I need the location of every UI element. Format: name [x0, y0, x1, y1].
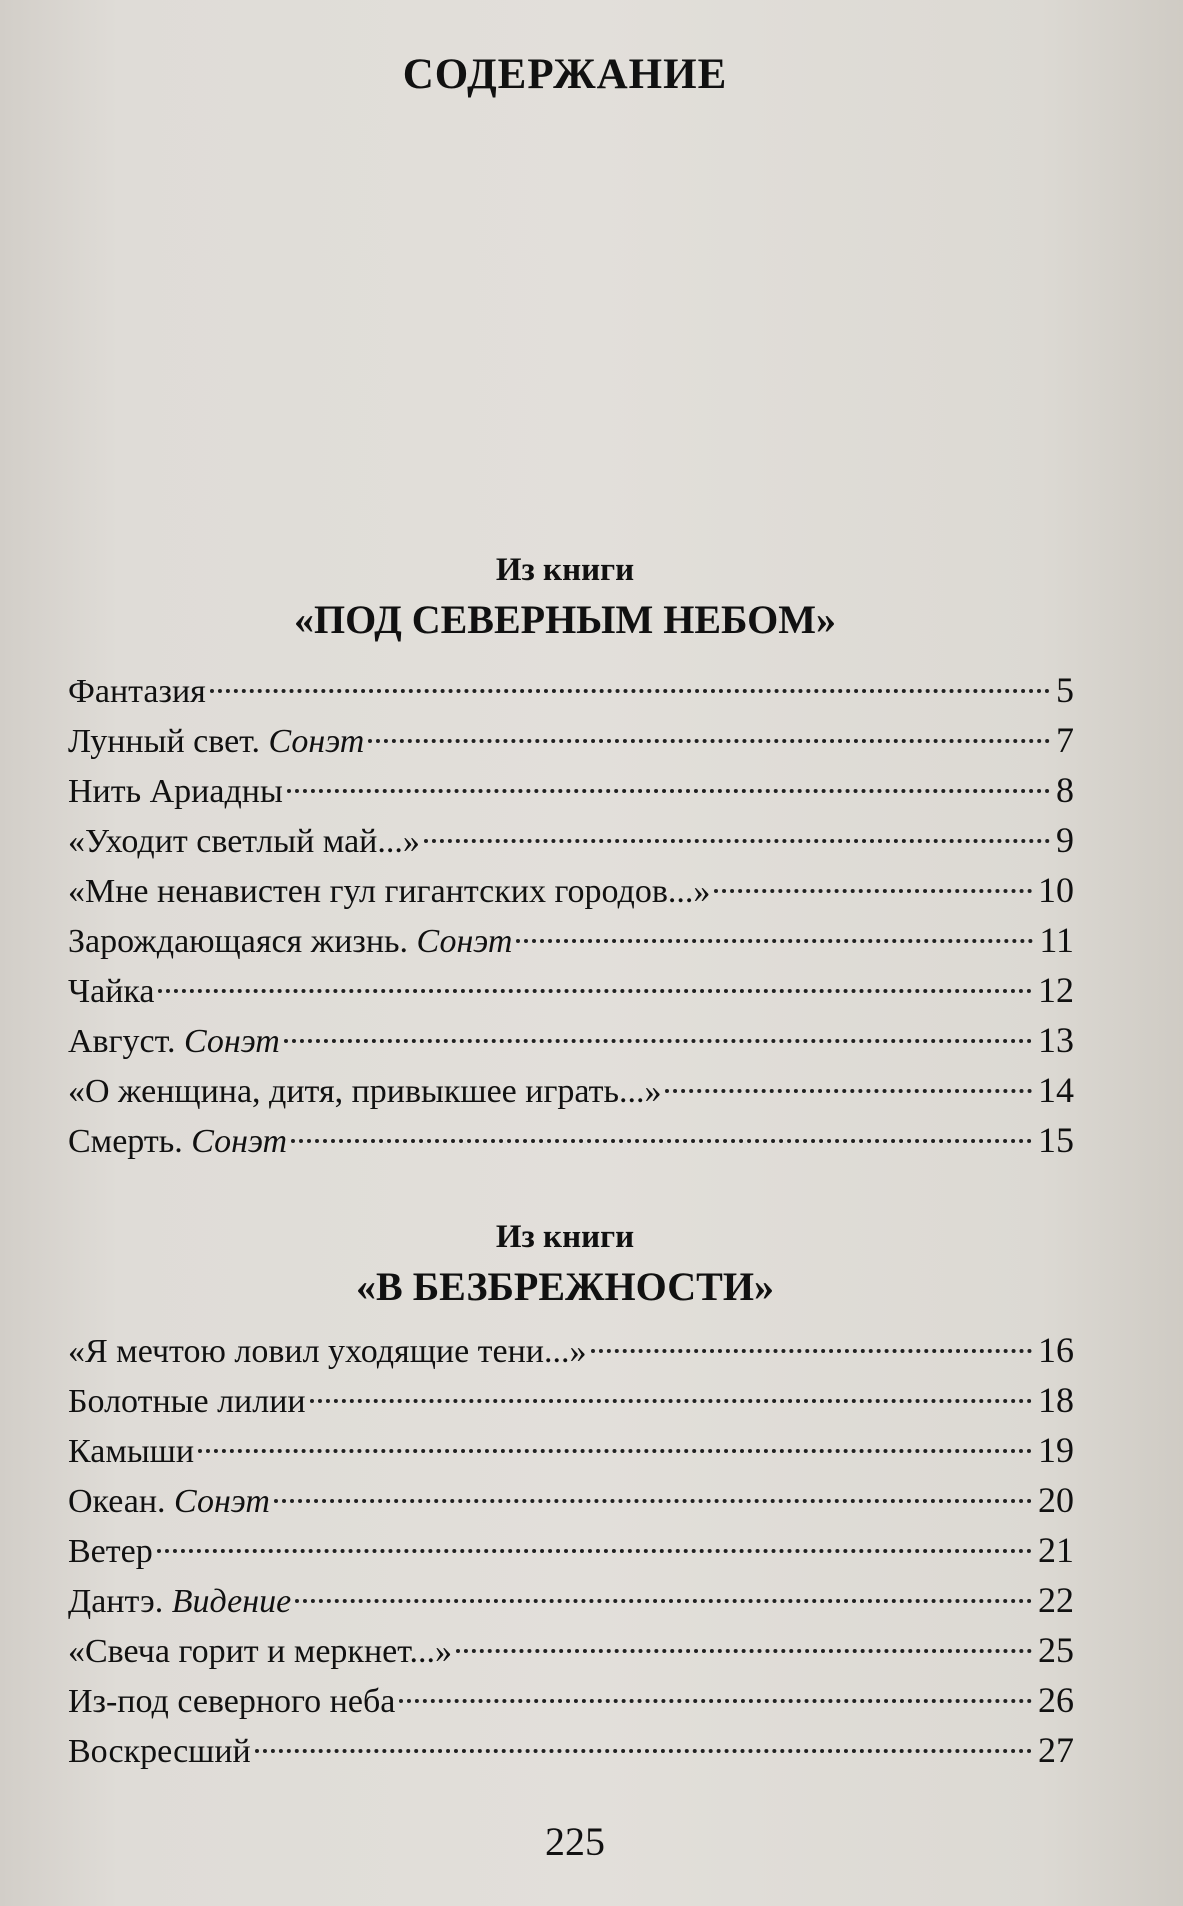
toc-entry-text: [68, 1427, 194, 1477]
toc-entry-title: Камыши: [68, 1433, 195, 1470]
toc-entry: [68, 1065, 1074, 1115]
page-number: 225: [545, 1819, 605, 1864]
toc-page-number: 13: [1038, 1020, 1074, 1060]
toc-entry: [68, 1475, 1074, 1525]
toc-entry-title: Зарождающаяся жизнь.: [68, 923, 417, 960]
section-book-title: «ПОД СЕВЕРНЫМ НЕБОМ»: [293, 597, 837, 642]
dot-leader: [399, 1699, 1032, 1703]
toc-page-number: 20: [1038, 1480, 1074, 1520]
toc-page-number: 21: [1038, 1530, 1074, 1570]
toc-entry-genre: Сонэт: [268, 723, 365, 760]
toc-entry-title: Чайка: [68, 973, 155, 1010]
toc-entry: [68, 965, 1074, 1015]
toc-page-number: 12: [1038, 970, 1074, 1010]
toc-page-number: 9: [1056, 820, 1074, 860]
toc-entry: [68, 1675, 1074, 1725]
page-title: СОДЕРЖАНИЕ: [402, 51, 728, 98]
toc-entry-text: [68, 1377, 306, 1427]
toc-entry-title: Океан.: [68, 1483, 175, 1520]
toc-page-number: 5: [1056, 670, 1074, 710]
toc-entry-text: [68, 1677, 395, 1727]
dot-leader: [274, 1499, 1032, 1503]
dot-leader: [157, 1549, 1032, 1553]
toc-entry-title: «Уходит светлый май...»: [68, 823, 420, 860]
toc-page-number: 25: [1038, 1630, 1074, 1670]
toc-page-number: 8: [1056, 770, 1074, 810]
toc-entry: [68, 1015, 1074, 1065]
toc-page-number: 22: [1038, 1580, 1074, 1620]
toc-entry-title: Август.: [68, 1023, 184, 1060]
toc-list: [68, 1325, 1074, 1775]
dot-leader: [210, 689, 1050, 693]
dot-leader: [310, 1399, 1032, 1403]
toc-entry-text: [68, 1117, 287, 1167]
dot-leader: [714, 889, 1032, 893]
toc-entry-text: [68, 717, 364, 767]
dot-leader: [295, 1599, 1032, 1603]
toc-entry-text: [68, 667, 206, 717]
toc-entry: [68, 1575, 1074, 1625]
dot-leader: [284, 1039, 1032, 1043]
toc-entry-text: [68, 1577, 291, 1627]
toc-entry-title: «О женщина, дитя, привыкшее играть...»: [68, 1073, 662, 1110]
toc-entry: [68, 915, 1074, 965]
toc-entry: [68, 765, 1074, 815]
dot-leader: [665, 1089, 1032, 1093]
toc-entry: [68, 1115, 1074, 1165]
toc-entry: [68, 1375, 1074, 1425]
toc-entry-title: Нить Ариадны: [68, 773, 283, 810]
dot-leader: [424, 839, 1050, 843]
toc-entry: [68, 1525, 1074, 1575]
section-heading: [0, 1212, 1130, 1312]
toc-entry-title: Ветер: [68, 1533, 153, 1570]
toc-entry-genre: Сонэт: [183, 1023, 280, 1060]
toc-entry-text: [68, 917, 512, 967]
toc-entry: [68, 665, 1074, 715]
toc-entry: [68, 1425, 1074, 1475]
toc-entry: [68, 1325, 1074, 1375]
dot-leader: [198, 1449, 1032, 1453]
toc-entry-text: [68, 867, 710, 917]
dot-leader: [456, 1649, 1032, 1653]
toc-entry-title: «Мне ненавистен гул гигантских городов...»: [68, 873, 711, 910]
toc-entry-genre: Сонэт: [416, 923, 513, 960]
toc-entry: [68, 865, 1074, 915]
toc-entry-title: Смерть.: [68, 1123, 192, 1160]
toc-page-number: 7: [1056, 720, 1074, 760]
section-book-title: «В БЕЗБРЕЖНОСТИ»: [356, 1264, 774, 1309]
toc-entry-title: Болотные лилии: [68, 1383, 306, 1420]
toc-page-number: 19: [1038, 1430, 1074, 1470]
toc-entry-genre: Сонэт: [174, 1483, 270, 1520]
toc-entry-text: [68, 1017, 280, 1067]
toc-entry: [68, 1725, 1074, 1775]
toc-entry-text: [68, 767, 283, 817]
toc-entry-genre: Сонэт: [191, 1123, 288, 1160]
toc-page-number: 26: [1038, 1680, 1074, 1720]
toc-entry: [68, 815, 1074, 865]
toc-page-number: 18: [1038, 1380, 1074, 1420]
toc-page-number: 27: [1038, 1730, 1074, 1770]
toc-page-number: 15: [1038, 1120, 1074, 1160]
toc-entry-title: Фантазия: [68, 673, 206, 710]
toc-entry-title: Воскресший: [68, 1733, 251, 1770]
toc-entry-title: Из-под северного неба: [68, 1683, 396, 1720]
toc-page-number: 10: [1038, 870, 1074, 910]
toc-entry-text: [68, 817, 420, 867]
toc-entry-text: [68, 1477, 270, 1527]
toc-entry-genre: Видение: [171, 1583, 292, 1620]
section-heading: [0, 545, 1130, 645]
dot-leader: [516, 939, 1033, 943]
dot-leader: [591, 1349, 1033, 1353]
dot-leader: [255, 1749, 1032, 1753]
toc-entry-title: «Я мечтою ловил уходящие тени...»: [68, 1333, 587, 1370]
toc-page-number: 11: [1039, 920, 1074, 960]
toc-entry: [68, 715, 1074, 765]
toc-entry-text: [68, 1067, 661, 1117]
dot-leader: [368, 739, 1050, 743]
toc-entry: [68, 1625, 1074, 1675]
section-intro: Из книги: [495, 1219, 635, 1255]
dot-leader: [287, 789, 1050, 793]
section-intro: Из книги: [495, 552, 635, 588]
toc-entry-text: [68, 1627, 452, 1677]
toc-entry-title: Лунный свет.: [68, 723, 269, 760]
toc-list: [68, 665, 1074, 1165]
dot-leader: [158, 989, 1032, 993]
toc-entry-text: [68, 1527, 153, 1577]
toc-entry-title: «Свеча горит и меркнет...»: [68, 1633, 453, 1670]
dot-leader: [291, 1139, 1032, 1143]
toc-entry-text: [68, 1327, 587, 1377]
toc-page-number: 14: [1038, 1070, 1074, 1110]
toc-entry-title: Дантэ.: [68, 1583, 172, 1620]
toc-entry-text: [68, 1727, 251, 1777]
toc-page-number: 16: [1038, 1330, 1074, 1370]
toc-entry-text: [68, 967, 154, 1017]
